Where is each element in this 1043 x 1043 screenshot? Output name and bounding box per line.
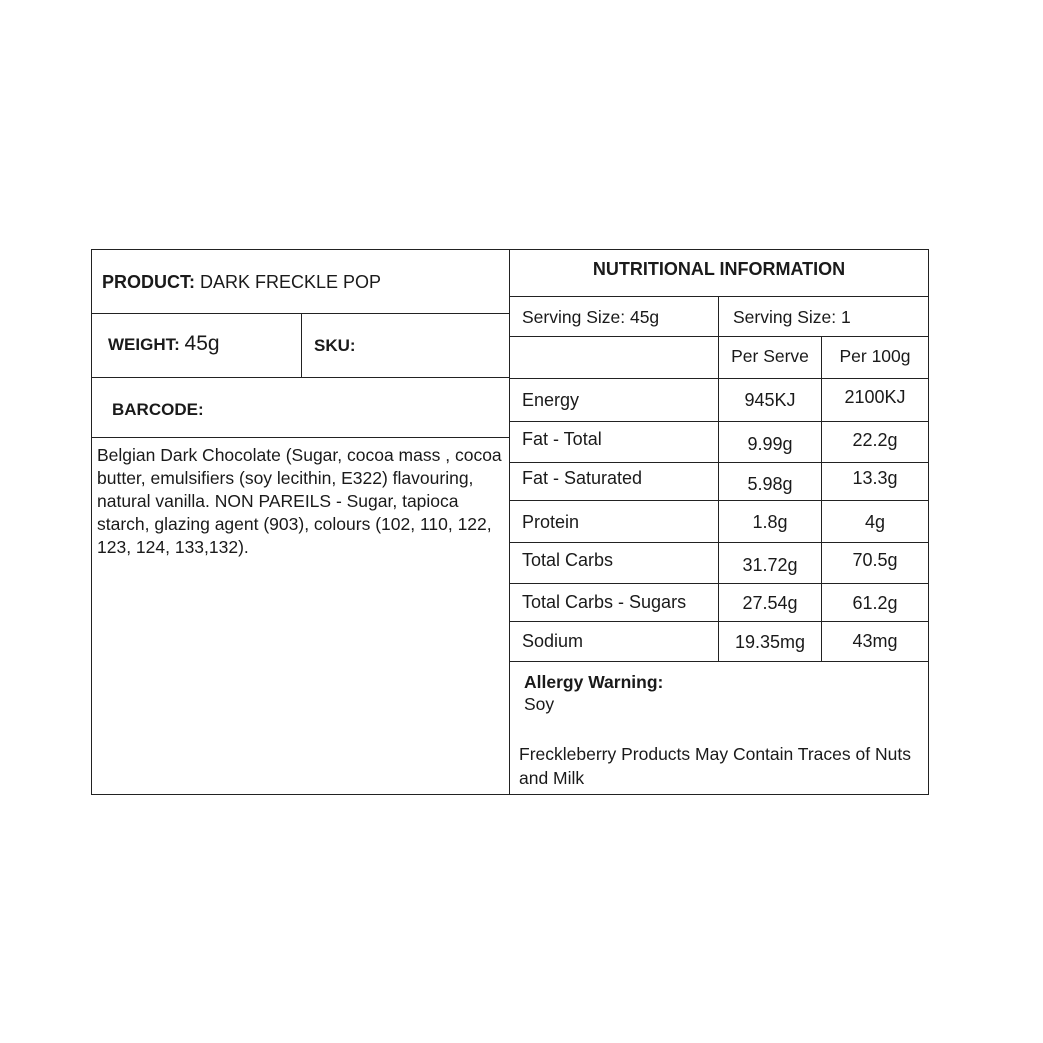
nutrient-row-energy <box>510 379 928 422</box>
nutrient-name: Fat - Total <box>522 429 602 449</box>
nutrient-row-fat-total <box>510 422 928 463</box>
nutrient-per-serve: 5.98g <box>747 474 793 494</box>
nutrient-name: Energy <box>522 390 580 410</box>
nutrient-per-100g: 2100KJ <box>844 387 906 407</box>
servings-count: Serving Size: 1 <box>733 307 851 327</box>
nutrition-title: NUTRITIONAL INFORMATION <box>510 250 928 297</box>
allergy-value: Soy <box>524 694 555 714</box>
product-row <box>92 250 509 314</box>
nutrient-per-serve: 945KJ <box>744 390 796 410</box>
barcode-label: BARCODE: <box>112 400 204 419</box>
product-label-card <box>91 249 929 795</box>
column-header-row <box>510 337 928 379</box>
nutrient-row-sodium <box>510 622 928 662</box>
nutrient-per-100g: 70.5g <box>852 550 898 570</box>
nutrient-per-100g: 13.3g <box>852 468 898 488</box>
allergy-label: Allergy Warning: <box>524 672 664 692</box>
nutrient-row-total-carbs-sugars <box>510 584 928 622</box>
serving-size: Serving Size: 45g <box>522 307 660 327</box>
weight-value: 45g <box>184 332 220 355</box>
nutrient-per-serve: 9.99g <box>747 434 793 454</box>
sku-label: SKU: <box>314 336 356 355</box>
serving-size-row <box>510 297 928 337</box>
weight-cell <box>92 314 302 377</box>
traces-notice: Freckleberry Products May Contain Traces of Nuts and Milk <box>519 744 911 788</box>
per-100g-header: Per 100g <box>839 346 911 366</box>
product-name: DARK FRECKLE POP <box>200 272 382 292</box>
nutrient-per-100g: 4g <box>864 512 886 532</box>
weight-sku-row <box>92 314 509 378</box>
product-label: PRODUCT: <box>102 272 195 292</box>
barcode-row <box>92 378 509 438</box>
nutrient-per-100g: 43mg <box>852 631 898 651</box>
per-serve-header: Per Serve <box>731 346 809 366</box>
ingredients-text: Belgian Dark Chocolate (Sugar, cocoa mass , cocoa butter, emulsifiers (soy lecithin, E322) flavouring, natural vanilla. NON PAREILS - Sugar, tapioca starch, glazing agent (903), colours (102, 110, 122, 123, 124, 133,132). <box>97 445 502 557</box>
nutrient-name: Fat - Saturated <box>522 468 643 488</box>
nutrient-name: Sodium <box>522 631 584 651</box>
nutrient-row-fat-saturated <box>510 463 928 501</box>
nutrient-per-serve: 27.54g <box>742 593 798 613</box>
nutrition-column <box>510 250 928 794</box>
nutrient-name: Total Carbs <box>522 550 614 570</box>
nutrient-per-serve: 1.8g <box>752 512 788 532</box>
nutrient-name: Protein <box>522 512 580 532</box>
weight-label: WEIGHT: <box>108 335 180 354</box>
nutrient-row-total-carbs <box>510 543 928 584</box>
nutrient-name: Total Carbs - Sugars <box>522 592 687 612</box>
nutrient-per-serve: 31.72g <box>742 555 798 575</box>
allergy-warning <box>524 671 663 715</box>
nutrient-per-100g: 61.2g <box>852 593 898 613</box>
nutrient-row-protein <box>510 501 928 543</box>
sku-cell <box>302 314 509 377</box>
nutrient-per-100g: 22.2g <box>852 430 898 450</box>
nutrient-per-serve: 19.35mg <box>734 632 806 652</box>
product-details-column <box>92 250 510 794</box>
